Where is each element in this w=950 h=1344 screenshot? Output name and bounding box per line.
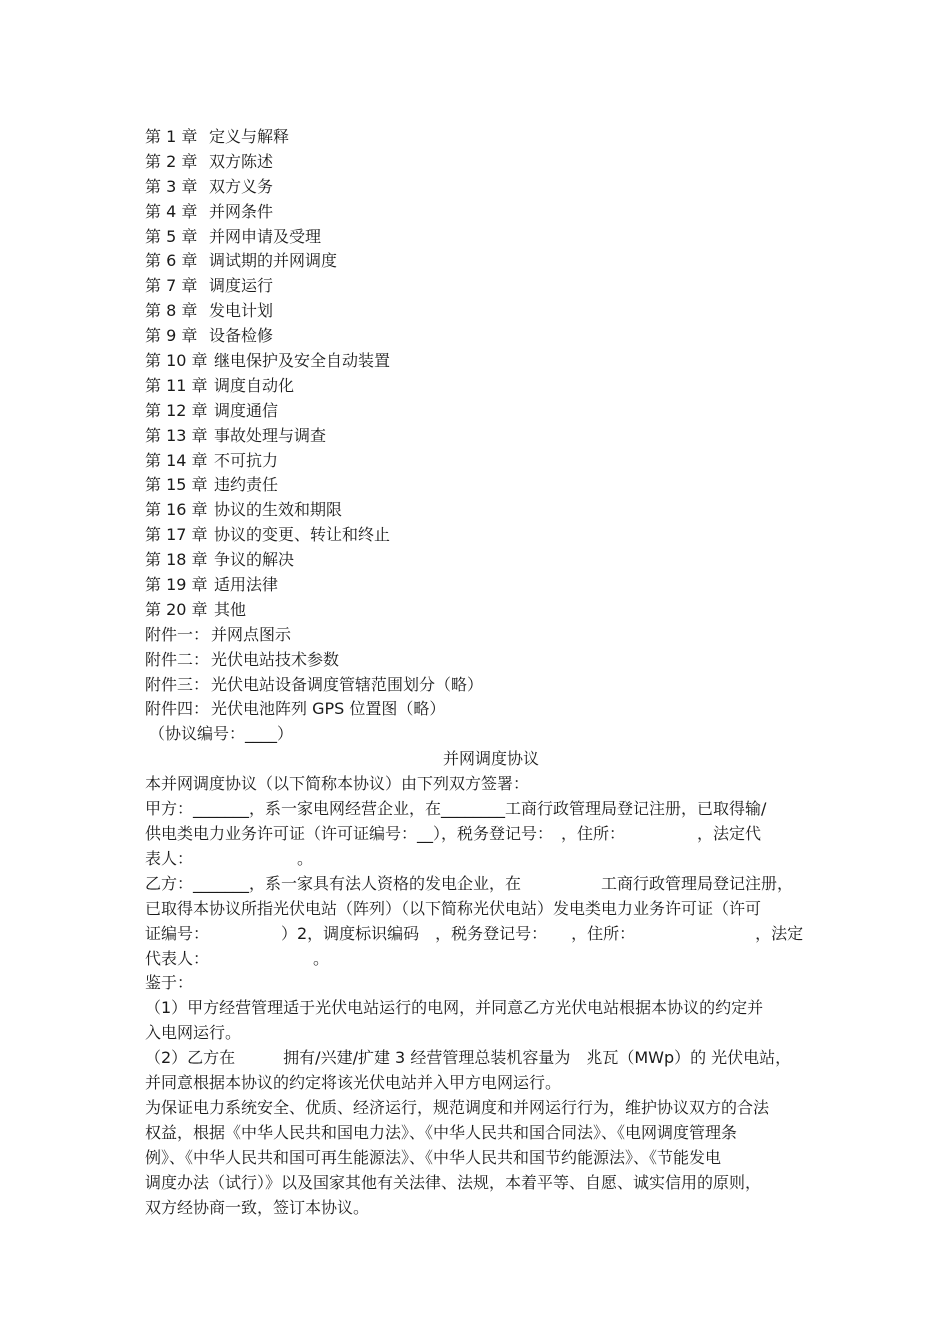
- toc-item: [145, 424, 817, 449]
- purpose-line: 例》、《中华人民共和国可再生能源法》、《中华人民共和国节约能源法》、《节能发电: [145, 1147, 722, 1167]
- toc-item: [145, 175, 817, 200]
- purpose-paragraph: [145, 1096, 817, 1221]
- chapter-title: 其他: [214, 599, 247, 619]
- attachment-item: [145, 623, 817, 648]
- chapter-title: 发电计划: [209, 301, 274, 321]
- chapter-number: 第 10 章: [145, 351, 208, 371]
- chapter-number: 第 6 章: [145, 251, 198, 271]
- party-a-line: 甲方：_______，系一家电网经营企业，在________工商行政管理局登记注册，已取得输/: [145, 799, 767, 819]
- chapter-number: 第 5 章: [145, 226, 198, 246]
- toc-item: [145, 573, 817, 598]
- chapter-number: 第 14 章: [145, 450, 208, 470]
- party-b-line: 已取得本协议所指光伏电站（阵列）（以下简称光伏电站）发电类电力业务许可证（许可: [145, 898, 762, 918]
- clause-2-line: 并同意根据本协议的约定将该光伏电站并入甲方电网运行。: [145, 1073, 562, 1093]
- chapter-title: 协议的变更、转让和终止: [214, 525, 391, 545]
- chapter-title: 调试期的并网调度: [209, 251, 338, 271]
- attachment-number: 附件二：: [145, 649, 210, 669]
- toc-item: [145, 274, 817, 299]
- party-b-line: 证编号： ）2，调度标识编码 ，税务登记号： ，住所： ，法定: [145, 923, 804, 943]
- clause-2: [145, 1046, 817, 1096]
- toc-item: [145, 324, 817, 349]
- purpose-line: 权益，根据《中华人民共和国电力法》、《中华人民共和国合同法》、《电网调度管理条: [145, 1122, 738, 1142]
- attachment-item: [145, 648, 817, 673]
- document-page: [145, 125, 817, 1220]
- attachment-number: 附件四：: [145, 699, 210, 719]
- purpose-line: 调度办法（试行）》以及国家其他有关法律、法规，本着平等、自愿、诚实信用的原则，: [145, 1172, 762, 1192]
- chapter-number: 第 20 章: [145, 599, 208, 619]
- intro-paragraph: 本并网调度协议（以下简称本协议）由下列双方签署：: [145, 774, 530, 794]
- clause-1: [145, 996, 817, 1046]
- chapter-title: 调度运行: [209, 276, 274, 296]
- attachments-list: [145, 623, 817, 723]
- chapter-number: 第 9 章: [145, 326, 198, 346]
- table-of-contents: [145, 125, 817, 623]
- clause-1-line: 入电网运行。: [145, 1023, 242, 1043]
- chapter-title: 调度自动化: [214, 375, 295, 395]
- chapter-number: 第 18 章: [145, 550, 208, 570]
- attachment-title: 光伏电站技术参数: [211, 649, 340, 669]
- purpose-line: 双方经协商一致，签订本协议。: [145, 1197, 370, 1217]
- chapter-number: 第 16 章: [145, 500, 208, 520]
- toc-item: [145, 548, 817, 573]
- chapter-number: 第 3 章: [145, 176, 198, 196]
- clause-2-line: （2）乙方在 拥有/兴建/扩建 3 经营管理总装机容量为 兆瓦（MWp）的 光伏电站，: [145, 1048, 792, 1068]
- party-a-line: 供电类电力业务许可证（许可证编号：__），税务登记号： ，住所： ，法定代: [145, 823, 762, 843]
- document-title: 并网调度协议: [442, 749, 539, 769]
- toc-item: [145, 399, 817, 424]
- party-b-paragraph: [145, 872, 817, 972]
- toc-item: [145, 125, 817, 150]
- toc-item: [145, 473, 817, 498]
- chapter-number: 第 17 章: [145, 525, 208, 545]
- whereas-heading: 鉴于：: [145, 973, 194, 993]
- toc-item: [145, 299, 817, 324]
- chapter-title: 不可抗力: [214, 450, 279, 470]
- chapter-number: 第 15 章: [145, 475, 208, 495]
- toc-item: [145, 200, 817, 225]
- toc-item: [145, 374, 817, 399]
- chapter-number: 第 13 章: [145, 425, 208, 445]
- chapter-number: 第 12 章: [145, 400, 208, 420]
- chapter-number: 第 7 章: [145, 276, 198, 296]
- chapter-title: 事故处理与调查: [214, 425, 327, 445]
- attachment-number: 附件一：: [145, 624, 210, 644]
- toc-item: [145, 249, 817, 274]
- party-b-line: 代表人： 。: [145, 948, 330, 968]
- chapter-title: 并网条件: [209, 201, 274, 221]
- attachment-item: [145, 673, 817, 698]
- chapter-title: 双方陈述: [209, 151, 274, 171]
- chapter-title: 继电保护及安全自动装置: [214, 351, 391, 371]
- toc-item: [145, 523, 817, 548]
- chapter-number: 第 19 章: [145, 575, 208, 595]
- clause-1-line: （1）甲方经营管理适于光伏电站运行的电网，并同意乙方光伏电站根据本协议的约定并: [145, 998, 764, 1018]
- chapter-number: 第 11 章: [145, 375, 208, 395]
- chapter-number: 第 8 章: [145, 301, 198, 321]
- chapter-title: 调度通信: [214, 400, 279, 420]
- chapter-number: 第 2 章: [145, 151, 198, 171]
- attachment-title: 光伏电池阵列 GPS 位置图（略）: [211, 699, 446, 719]
- chapter-number: 第 1 章: [145, 127, 198, 146]
- party-b-line: 乙方：_______，系一家具有法人资格的发电企业，在 工商行政管理局登记注册，: [145, 873, 794, 893]
- attachment-item: [145, 697, 817, 722]
- toc-item: [145, 150, 817, 175]
- purpose-line: 为保证电力系统安全、优质、经济运行，规范调度和并网运行行为，维护协议双方的合法: [145, 1097, 770, 1117]
- toc-item: [145, 449, 817, 474]
- party-a-line: 表人： 。: [145, 848, 314, 868]
- chapter-title: 定义与解释: [209, 127, 290, 146]
- toc-item: [145, 349, 817, 374]
- chapter-number: 第 4 章: [145, 201, 198, 221]
- toc-item: [145, 225, 817, 250]
- attachment-title: 并网点图示: [211, 624, 292, 644]
- chapter-title: 设备检修: [209, 326, 274, 346]
- chapter-title: 违约责任: [214, 475, 279, 495]
- agreement-number: （协议编号：____）: [149, 724, 294, 744]
- attachment-number: 附件三：: [145, 674, 210, 694]
- chapter-title: 协议的生效和期限: [214, 500, 343, 520]
- chapter-title: 并网申请及受理: [209, 226, 322, 246]
- attachment-title: 光伏电站设备调度管辖范围划分（略）: [211, 674, 484, 694]
- chapter-title: 争议的解决: [214, 550, 295, 570]
- chapter-title: 适用法律: [214, 575, 279, 595]
- party-a-paragraph: [145, 797, 817, 872]
- chapter-title: 双方义务: [209, 176, 274, 196]
- toc-item: [145, 598, 817, 623]
- toc-item: [145, 498, 817, 523]
